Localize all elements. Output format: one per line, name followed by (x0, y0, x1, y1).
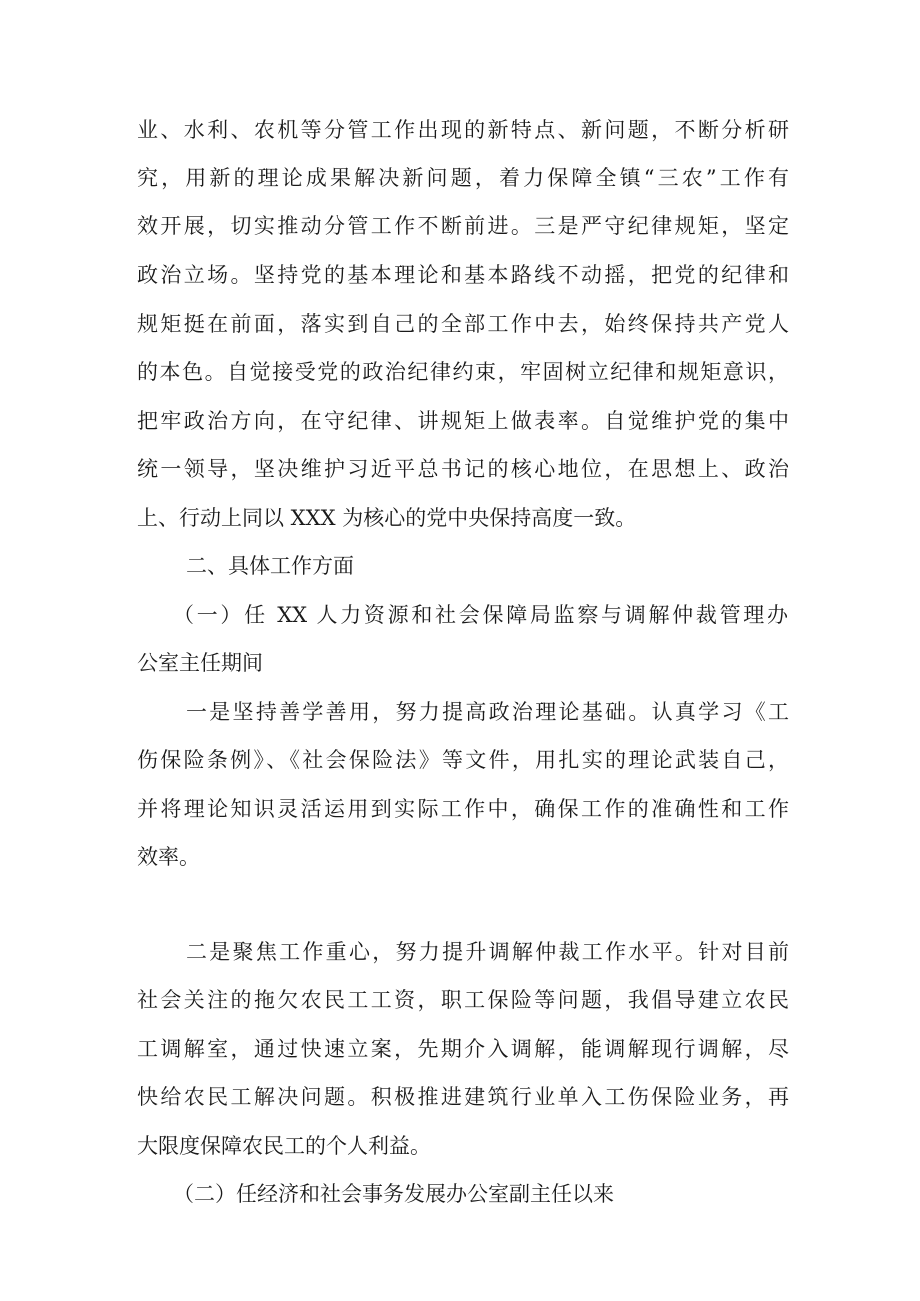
text-line: 大限度保障农民工的个人利益。 (137, 1134, 431, 1158)
text-line: 社会关注的拖欠农民工工资，职工保险等问题，我倡导建立农民 (137, 988, 789, 1012)
paragraph-first-line: 一是坚持善学善用，努力提高政治理论基础。认真学习《工 (186, 700, 789, 724)
section-heading: 二、具体工作方面 (186, 554, 354, 578)
subsection-heading-cont: 公室主任期间 (137, 651, 263, 675)
text-line: 快给农民工解决问题。积极推进建筑行业单入工伤保险业务，再 (137, 1085, 789, 1109)
subsection-heading: （一）任 XX 人力资源和社会保障局监察与调解仲裁管理办 (173, 603, 788, 627)
text-line: 规矩挺在前面，落实到自己的全部工作中去，始终保持共产党人 (137, 312, 789, 336)
subsection-heading: （二）任经济和社会事务发展办公室副主任以来 (173, 1182, 614, 1206)
text-line: 工调解室，通过快速立案，先期介入调解，能调解现行调解，尽 (137, 1037, 789, 1061)
text-line: 统一领导，坚决维护习近平总书记的核心地位，在思想上、政治 (137, 457, 789, 481)
text-line: 业、水利、农机等分管工作出现的新特点、新问题，不断分析研 (137, 118, 789, 142)
text-line: 伤保险条例》、《社会保险法》等文件，用扎实的理论武装自己， (137, 748, 789, 772)
paragraph-first-line: 二是聚焦工作重心，努力提升调解仲裁工作水平。针对目前 (186, 940, 789, 964)
text-line: 上、行动上同以 XXX 为核心的党中央保持高度一致。 (137, 506, 637, 530)
text-line: 的本色。自觉接受党的政治纪律约束，牢固树立纪律和规矩意识， (137, 360, 789, 384)
text-line: 效开展，切实推动分管工作不断前进。三是严守纪律规矩，坚定 (137, 214, 789, 238)
text-line: 究，用新的理论成果解决新问题，着力保障全镇“三农”工作有 (137, 166, 789, 190)
text-line: 并将理论知识灵活运用到实际工作中，确保工作的准确性和工作 (137, 797, 789, 821)
text-line: 效率。 (137, 845, 200, 869)
text-line: 政治立场。坚持党的基本理论和基本路线不动摇，把党的纪律和 (137, 263, 789, 287)
text-line: 把牢政治方向，在守纪律、讲规矩上做表率。自觉维护党的集中 (137, 409, 789, 433)
